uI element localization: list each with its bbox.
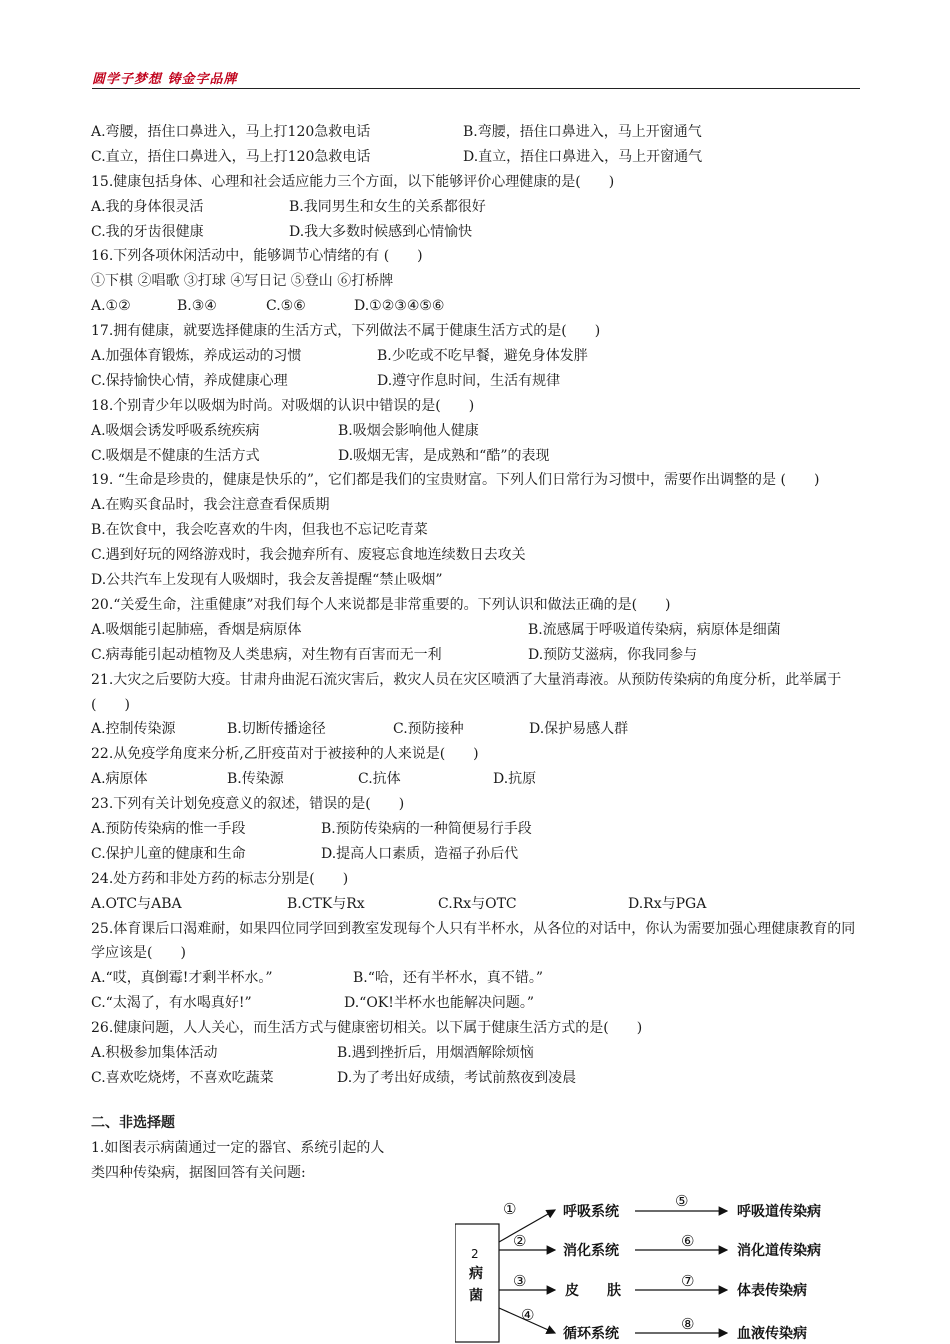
q20-options-row-1 — [91, 618, 863, 643]
q18-stem: 18.个别青少年以吸烟为时尚。对吸烟的认识中错误的是( ) — [91, 397, 475, 414]
q20-option-a: A.吸烟能引起肺癌，香烟是病原体 — [91, 621, 302, 638]
q23-options-row-1 — [91, 817, 863, 842]
q15-option-a: A.我的身体很灵活 — [91, 198, 204, 215]
organ-marker-1: ① — [503, 1200, 517, 1218]
q15-options-row-1 — [91, 195, 863, 220]
q23-options-row-2 — [91, 842, 863, 867]
q15-stem: 15.健康包括身体、心理和社会适应能力三个方面，以下能够评价心理健康的是( ) — [91, 173, 615, 190]
q17-options-row-1 — [91, 344, 863, 369]
disease-marker-6: ⑥ — [681, 1232, 695, 1250]
question-list — [91, 120, 863, 1185]
q24-option-b: B.CTK与Rx — [287, 895, 365, 912]
q26-option-c: C.喜欢吃烧烤，不喜欢吃蔬菜 — [91, 1069, 274, 1086]
pathogen-box-prefix: 2 — [471, 1247, 479, 1261]
q25-option-c: C.“太渴了，有水喝真好!” — [91, 995, 252, 1012]
organ-digestive: 消化系统 — [563, 1243, 619, 1259]
q14-option-d: D.直立，捂住口鼻进入，马上开窗通气 — [463, 148, 703, 165]
q25-option-a: A.“哎，真倒霉!才剩半杯水。” — [91, 970, 273, 987]
pathogen-box-char-2: 菌 — [469, 1288, 483, 1304]
disease-marker-5: ⑤ — [675, 1192, 689, 1210]
q17-option-d: D.遵守作息时间，生活有规律 — [377, 372, 561, 389]
q20-options-row-2 — [91, 643, 863, 668]
page-header — [92, 68, 860, 89]
q21-option-c: C.预防接种 — [393, 721, 464, 738]
q25-options-row-1 — [91, 966, 863, 991]
section-spacer — [91, 1091, 863, 1111]
q15-options-row-2 — [91, 220, 863, 245]
q26-option-b: B.遇到挫折后，用烟酒解除烦恼 — [337, 1045, 534, 1062]
q23-option-c: C.保护儿童的健康和生命 — [91, 845, 246, 862]
section-2-title: 二、非选择题 — [91, 1114, 175, 1131]
q25-stem: 25.体育课后口渴难耐，如果四位同学回到教室发现每个人只有半杯水，从各位的对话中，你认为需要加强心理健康教育的同学应该是( ) — [91, 920, 856, 962]
q22-options-row — [91, 767, 863, 792]
q17-option-b: B.少吃或不吃早餐，避免身体发胖 — [377, 348, 588, 365]
q25-options-row-2 — [91, 991, 863, 1016]
q18-option-b: B.吸烟会影响他人健康 — [338, 422, 479, 439]
pathogen-disease-diagram — [455, 1190, 855, 1344]
q21-stem: 21.大灾之后要防大疫。甘肃舟曲泥石流灾害后，救灾人员在灾区喷洒了大量消毒液。从预防传染病的角度分析，此举属于( ) — [91, 671, 842, 713]
q25-option-d: D.“OK!半杯水也能解决问题。” — [344, 995, 535, 1012]
q14-options-row-2 — [91, 145, 863, 170]
q26-stem: 26.健康问题，人人关心，而生活方式与健康密切相关。以下属于健康生活方式的是( ) — [91, 1020, 643, 1037]
q26-options-row-1 — [91, 1041, 863, 1066]
q16-option-c: C.⑤⑥ — [266, 298, 306, 315]
q20-stem: 20.“关爱生命，注重健康”对我们每个人来说都是非常重要的。下列认识和做法正确的是( ) — [91, 596, 671, 613]
q19-option-b: B.在饮食中，我会吃喜欢的牛肉，但我也不忘记吃青菜 — [91, 522, 428, 539]
q16-options-row — [91, 294, 863, 319]
q22-option-d: D.抗原 — [493, 771, 537, 788]
q20-option-b: B.流感属于呼吸道传染病，病原体是细菌 — [528, 621, 781, 638]
q22-option-c: C.抗体 — [358, 771, 401, 788]
q26-options-row-2 — [91, 1066, 863, 1091]
q24-option-a: A.OTC与ABA — [91, 895, 182, 912]
q17-stem: 17.拥有健康，就要选择健康的生活方式，下列做法不属于健康生活方式的是( ) — [91, 323, 601, 340]
q22-stem: 22.从免疫学角度来分析,乙肝疫苗对于被接种的人来说是( ) — [91, 746, 479, 763]
q15-option-d: D.我大多数时候感到心情愉快 — [289, 223, 473, 240]
disease-skin: 体表传染病 — [737, 1283, 807, 1299]
q23-option-a: A.预防传染病的惟一手段 — [91, 820, 246, 837]
section-2-q1-line-2: 类四种传染病，据图回答有关问题: — [91, 1164, 306, 1181]
q16-option-a: A.①② — [91, 298, 131, 315]
organ-skin: 皮 肤 — [565, 1283, 621, 1299]
q23-option-d: D.提高人口素质，造福子孙后代 — [321, 845, 519, 862]
q22-option-b: B.传染源 — [227, 771, 284, 788]
q15-option-c: C.我的牙齿很健康 — [91, 223, 204, 240]
q24-option-c: C.Rx与OTC — [438, 895, 517, 912]
q20-option-c: C.病毒能引起动植物及人类患病，对生物有百害而无一利 — [91, 646, 442, 663]
organ-marker-3: ③ — [513, 1272, 527, 1290]
q16-items: ①下棋 ②唱歌 ③打球 ④写日记 ⑤登山 ⑥打桥牌 — [91, 273, 394, 290]
brand-slogan: 圆学子梦想 铸金字品牌 — [92, 72, 238, 87]
q21-options-row — [91, 717, 863, 742]
organ-circulatory: 循环系统 — [563, 1326, 619, 1342]
q21-option-d: D.保护易感人群 — [529, 721, 629, 738]
q16-option-d: D.①②③④⑤⑥ — [354, 298, 445, 315]
section-2-q1-line-1: 1.如图表示病菌通过一定的器官、系统引起的人 — [91, 1139, 385, 1156]
q17-option-a: A.加强体育锻炼，养成运动的习惯 — [91, 348, 302, 365]
q18-options-row-1 — [91, 419, 863, 444]
q16-option-b: B.③④ — [177, 298, 217, 315]
q15-option-b: B.我同男生和女生的关系都很好 — [289, 198, 486, 215]
disease-blood: 血液传染病 — [737, 1326, 807, 1342]
q26-option-a: A.积极参加集体活动 — [91, 1045, 218, 1062]
q25-option-b: B.“哈，还有半杯水，真不错。” — [353, 970, 544, 987]
q17-option-c: C.保持愉快心情，养成健康心理 — [91, 372, 288, 389]
q18-option-a: A.吸烟会诱发呼吸系统疾病 — [91, 422, 260, 439]
q16-stem: 16.下列各项休闲活动中，能够调节心情绪的有 ( ) — [91, 248, 423, 265]
q26-option-d: D.为了考出好成绩，考试前熬夜到凌晨 — [337, 1069, 577, 1086]
q21-option-a: A.控制传染源 — [91, 721, 176, 738]
q22-option-a: A.病原体 — [91, 771, 148, 788]
pathogen-box — [455, 1224, 499, 1342]
q17-options-row-2 — [91, 369, 863, 394]
q19-option-c: C.遇到好玩的网络游戏时，我会抛弃所有、废寝忘食地连续数日去攻关 — [91, 547, 526, 564]
organ-marker-2: ② — [513, 1232, 527, 1250]
q21-option-b: B.切断传播途径 — [227, 721, 326, 738]
q18-option-c: C.吸烟是不健康的生活方式 — [91, 447, 260, 464]
q14-option-b: B.弯腰，捂住口鼻进入，马上开窗通气 — [463, 124, 702, 140]
pathogen-box-char-1: 病 — [469, 1266, 483, 1282]
q18-option-d: D.吸烟无害，是成熟和“酷”的表现 — [338, 447, 550, 464]
q24-stem: 24.处方药和非处方药的标志分别是( ) — [91, 870, 349, 887]
q23-stem: 23.下列有关计划免疫意义的叙述，错误的是( ) — [91, 796, 405, 813]
organ-respiratory: 呼吸系统 — [563, 1204, 619, 1220]
disease-respiratory: 呼吸道传染病 — [737, 1204, 821, 1220]
disease-marker-8: ⑧ — [681, 1315, 695, 1333]
q19-stem: 19. “生命是珍贵的，健康是快乐的”，它们都是我们的宝贵财富。下列人们日常行为习惯中，需要作出调整的是 ( ) — [91, 472, 820, 489]
q19-option-a: A.在购买食品时，我会注意查看保质期 — [91, 497, 330, 514]
q14-option-c: C.直立，捂住口鼻进入，马上打120急救电话 — [91, 148, 371, 165]
q23-option-b: B.预防传染病的一种简便易行手段 — [321, 820, 532, 837]
q20-option-d: D.预防艾滋病，你我同参与 — [528, 646, 698, 663]
q18-options-row-2 — [91, 444, 863, 469]
q19-option-d: D.公共汽车上发现有人吸烟时，我会友善提醒“禁止吸烟” — [91, 572, 443, 589]
q14-option-a: A.弯腰，捂住口鼻进入，马上打120急救电话 — [91, 124, 371, 140]
disease-marker-7: ⑦ — [681, 1272, 695, 1290]
q24-options-row — [91, 892, 863, 917]
disease-digestive: 消化道传染病 — [737, 1243, 821, 1259]
q14-options-row-1 — [91, 120, 863, 145]
organ-marker-4: ④ — [521, 1306, 535, 1324]
q24-option-d: D.Rx与PGA — [628, 895, 707, 912]
